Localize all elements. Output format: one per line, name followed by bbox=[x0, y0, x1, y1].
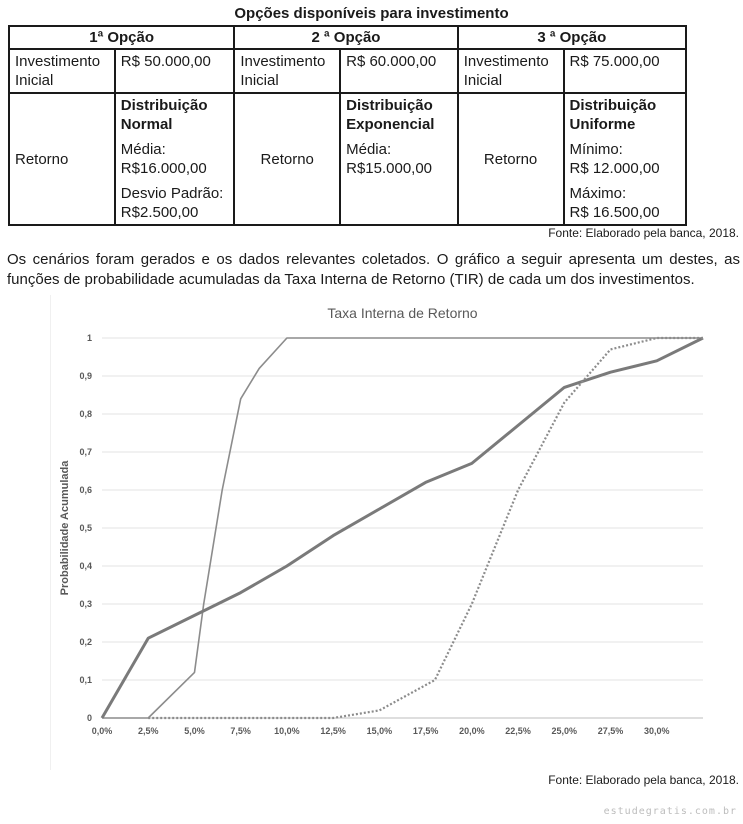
intro-paragraph: Os cenários foram gerados e os dados relevantes coletados. O gráfico a seguir apresenta um destes, as funções de probabilidade acumuladas da Taxa Interna de Retorno (TIR) de cada um dos investimentos. bbox=[7, 251, 740, 288]
y-tick-label: 0,9 bbox=[79, 371, 92, 381]
param-value: R$ 16.500,00 bbox=[569, 204, 660, 221]
investment-options-table bbox=[8, 25, 687, 226]
investment-label: Investimento Inicial bbox=[234, 49, 340, 93]
param-value: R$16.000,00 bbox=[120, 160, 207, 177]
table-header-row bbox=[9, 26, 686, 49]
x-tick-label: 5,0% bbox=[184, 726, 205, 736]
table-title: Opções disponíveis para investimento bbox=[234, 5, 509, 22]
x-tick-label: 12,5% bbox=[320, 726, 346, 736]
dist-title: Distribuição Exponencial bbox=[346, 97, 435, 133]
x-tick-label: 10,0% bbox=[274, 726, 300, 736]
y-tick-label: 0,7 bbox=[79, 447, 92, 457]
return-dist-2 bbox=[340, 93, 458, 225]
y-tick-label: 0,8 bbox=[79, 409, 92, 419]
table-source: Fonte: Elaborado pela banca, 2018. bbox=[548, 226, 739, 240]
x-tick-label: 25,0% bbox=[551, 726, 578, 736]
x-tick-label: 30,0% bbox=[644, 726, 670, 736]
investment-value-2: R$ 60.000,00 bbox=[340, 49, 458, 93]
y-tick-label: 0,6 bbox=[79, 485, 92, 495]
dist-title: Distribuição Uniforme bbox=[569, 97, 657, 133]
y-tick-label: 0,5 bbox=[79, 523, 92, 533]
return-label: Retorno bbox=[458, 93, 564, 225]
x-tick-label: 20,0% bbox=[459, 726, 485, 736]
investment-value-3: R$ 75.000,00 bbox=[564, 49, 687, 93]
header-option-2: 2 ª Opção bbox=[234, 26, 457, 49]
return-label: Retorno bbox=[9, 93, 115, 225]
table-row-return bbox=[9, 93, 686, 225]
investment-value-1: R$ 50.000,00 bbox=[115, 49, 235, 93]
y-tick-label: 1 bbox=[86, 333, 92, 343]
return-dist-1 bbox=[115, 93, 235, 225]
param-label: Máximo: bbox=[569, 185, 627, 202]
investment-label: Investimento Inicial bbox=[9, 49, 115, 93]
investment-label: Investimento Inicial bbox=[458, 49, 564, 93]
x-tick-label: 0,0% bbox=[91, 726, 113, 736]
param-label: Mínimo: bbox=[569, 141, 623, 158]
chart-title: Taxa Interna de Retorno bbox=[327, 305, 478, 321]
tir-chart bbox=[50, 295, 740, 770]
param-label: Média: bbox=[120, 141, 166, 158]
return-dist-3 bbox=[564, 93, 687, 225]
x-tick-label: 27,5% bbox=[597, 726, 624, 736]
table-row-investment bbox=[9, 49, 686, 93]
y-tick-label: 0 bbox=[86, 713, 92, 723]
dist-title: Distribuição Normal bbox=[120, 97, 208, 133]
y-tick-label: 0,4 bbox=[79, 561, 92, 571]
y-tick-label: 0,1 bbox=[79, 675, 92, 685]
param-value: R$2.500,00 bbox=[120, 204, 199, 221]
watermark: estudegratis.com.br bbox=[603, 806, 737, 817]
param-value: R$ 12.000,00 bbox=[569, 160, 660, 177]
param-label: Média: bbox=[346, 141, 392, 158]
x-tick-label: 17,5% bbox=[412, 726, 439, 736]
param-value: R$15.000,00 bbox=[346, 160, 433, 177]
x-tick-label: 2,5% bbox=[137, 726, 159, 736]
y-axis-label: Probabilidade Acumulada bbox=[59, 460, 71, 596]
y-tick-label: 0,2 bbox=[79, 637, 92, 647]
param-label: Desvio Padrão: bbox=[120, 185, 224, 202]
chart-svg bbox=[50, 295, 740, 770]
header-option-1: 1ª Opção bbox=[9, 26, 234, 49]
x-tick-label: 15,0% bbox=[366, 726, 393, 736]
header-option-3: 3 ª Opção bbox=[458, 26, 686, 49]
return-label: Retorno bbox=[234, 93, 340, 225]
x-tick-label: 22,5% bbox=[505, 726, 531, 736]
chart-source: Fonte: Elaborado pela banca, 2018. bbox=[548, 773, 739, 787]
x-tick-label: 7,5% bbox=[230, 726, 251, 736]
y-tick-label: 0,3 bbox=[79, 599, 92, 609]
